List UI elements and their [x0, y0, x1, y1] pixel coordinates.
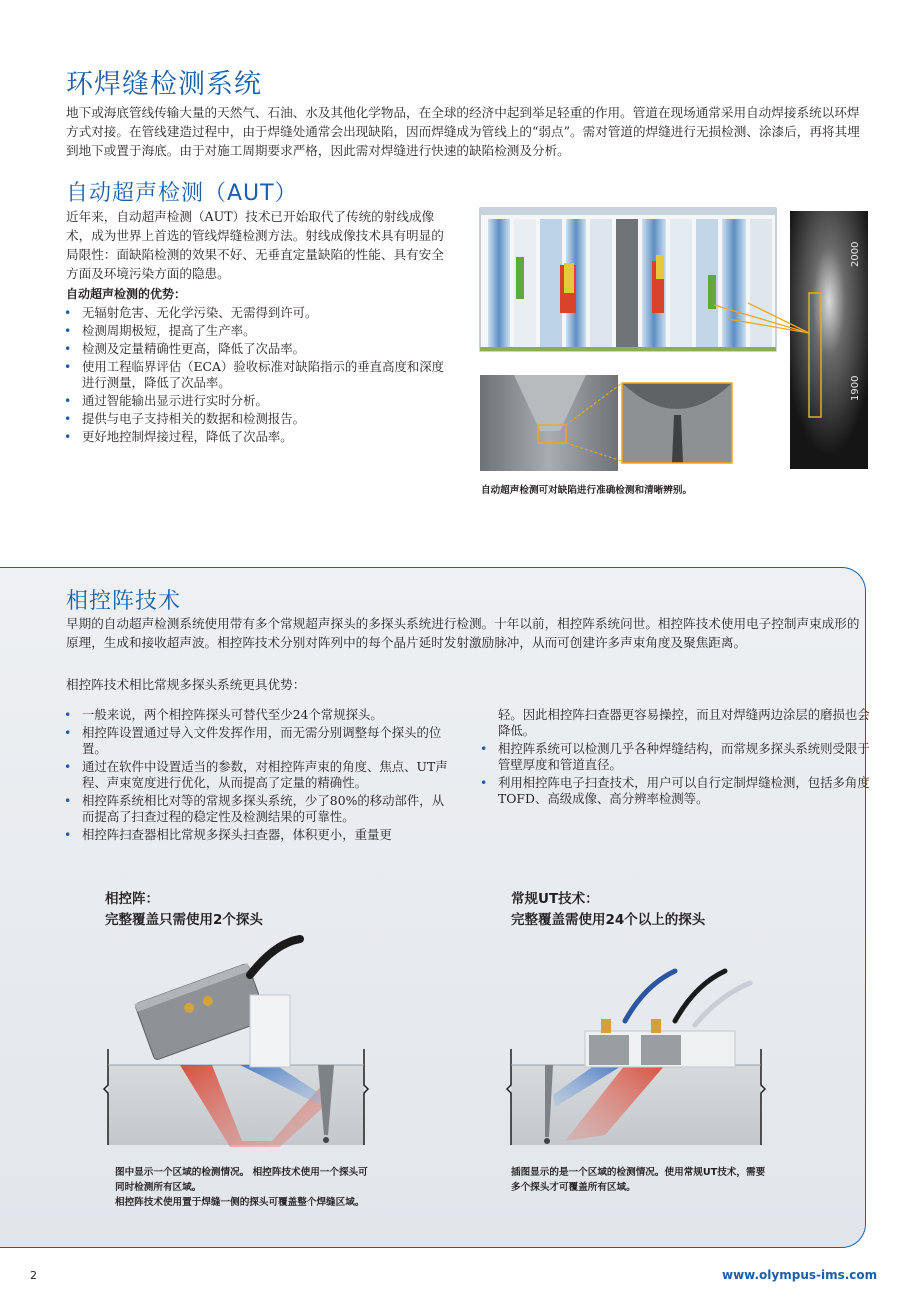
list-item: • 相控阵扫查器相比常规多探头扫查器，体积更小，重量更	[64, 827, 392, 842]
list-item: • 检测及定量精确性更高，降低了次品率。	[64, 341, 306, 356]
list-item: • 相控阵系统相比对等的常规多探头系统，少了80%的移动部件，从而提高了扫查过程的稳定性及检测结果的可靠性。	[64, 793, 445, 824]
pa-heading: 相控阵技术	[66, 589, 182, 614]
list-item: • 通过在软件中设置适当的参数，对相控阵声束的角度、焦点、UT声程、声束宽度进行优化，从而提高了定量的精确性。	[64, 759, 448, 790]
list-item: • 无辐射危害、无化学污染、无需得到许可。	[64, 305, 318, 320]
list-item: • 相控阵系统可以检测几乎各种焊缝结构，而常规多探头系统则受限于管壁厚度和管道直径。	[480, 741, 870, 772]
list-item: • 检测周期极短，提高了生产率。	[64, 323, 256, 338]
weld-zoom-image	[622, 383, 732, 463]
list-item: • 一般来说，两个相控阵探头可替代至少24个常规探头。	[64, 707, 383, 722]
list-item: • 使用工程临界评估（ECA）验收标准对缺陷指示的垂直高度和深度进行测量，降低了次品率。	[64, 359, 445, 390]
pa-paragraph: 早期的自动超声检测系统使用带有多个常规超声探头的多探头系统进行检测。十年以前，相控阵系统问世。相控阵技术使用电子控制声束成形的原理，生成和接收超声波。相控阵技术分别对阵列中的每个晶片延时发射激励脉冲，从而可创建许多声束角度及聚焦距离。	[66, 616, 860, 650]
page-number: 2	[30, 1269, 37, 1282]
intro-paragraph: 地下或海底管线传输大量的天然气、石油、水及其他化学物品，在全球的经济中起到举足轻重的作用。管道在现场通常采用自动焊接系统以环焊方式对接。在管线建造过程中，由于焊缝处通常会出现缺陷，因而焊缝成为管线上的“弱点”。需对管道的焊缝进行无损检测、涂漆后，再将其埋到地下或置于海底。由于对施工周期要求严格，因此需对焊缝进行快速的缺陷检测及分析。	[66, 105, 860, 158]
fig-right-caption: 插图显示的是一个区域的检测情况。使用常规UT技术，需要多个探头才可覆盖所有区域。	[511, 1167, 766, 1193]
list-item: • 通过智能输出显示进行实时分析。	[64, 393, 268, 408]
list-item: • 提供与电子支持相关的数据和检测报告。	[64, 411, 306, 426]
footer-url-link[interactable]: www.olympus-ims.com	[722, 1268, 878, 1282]
aut-image-caption: 自动超声检测可对缺陷进行准确检测和清晰辨别。	[481, 485, 693, 496]
pa-right-column	[478, 707, 870, 809]
radiograph-label-1900: 1900	[850, 375, 861, 401]
list-item: • 利用相控阵电子扫查技术，用户可以自行定制焊缝检测，包括多角度TOFD、高级成像、高分辨率检测等。	[480, 775, 870, 806]
fig-left-caption: 图中显示一个区域的检测情况。 相控阵技术使用一个探头可同时检测所有区域。 相控阵技术使用置于焊缝一侧的探头可覆盖整个焊缝区域。	[115, 1167, 368, 1208]
aut-heading: 自动超声检测（AUT）	[66, 181, 298, 206]
page-title: 环焊缝检测系统	[66, 69, 262, 100]
pa-bullets-left	[62, 707, 454, 845]
aut-advantages-title: 自动超声检测的优势：	[66, 287, 187, 301]
conventional-ut-illustration	[505, 965, 767, 1150]
weld-macro-image	[480, 375, 618, 471]
aut-image-composite	[478, 205, 870, 475]
fig-left-title: 相控阵： 完整覆盖只需使用2个探头	[105, 891, 263, 928]
aut-advantages-list	[62, 305, 454, 447]
pa-lead: 相控阵技术相比常规多探头系统更具优势：	[66, 677, 306, 692]
list-item: • 相控阵设置通过导入文件发挥作用，而无需分别调整每个探头的位置。	[64, 725, 442, 756]
aut-scan-display	[480, 208, 776, 351]
list-item: • 更好地控制焊接过程，降低了次品率。	[64, 429, 293, 444]
pa-bullets-right	[478, 741, 870, 807]
aut-paragraph: 近年来，自动超声检测（AUT）技术已开始取代了传统的射线成像术，成为世界上首选的管线焊缝检测方法。射线成像技术具有明显的局限性：面缺陷检测的效果不好、无垂直定量缺陷的性能、具有安全方面及环境污染方面的隐患。	[66, 209, 444, 281]
radiograph-image	[790, 211, 868, 469]
fig-right-title: 常规UT技术： 完整覆盖需使用24个以上的探头	[511, 891, 706, 928]
phased-array-illustration	[100, 935, 370, 1150]
radiograph-label-2000: 2000	[850, 241, 861, 267]
pa-continuation: 轻。因此相控阵扫查器更容易操控，而且对焊缝两边涂层的磨损也会降低。	[498, 707, 870, 738]
